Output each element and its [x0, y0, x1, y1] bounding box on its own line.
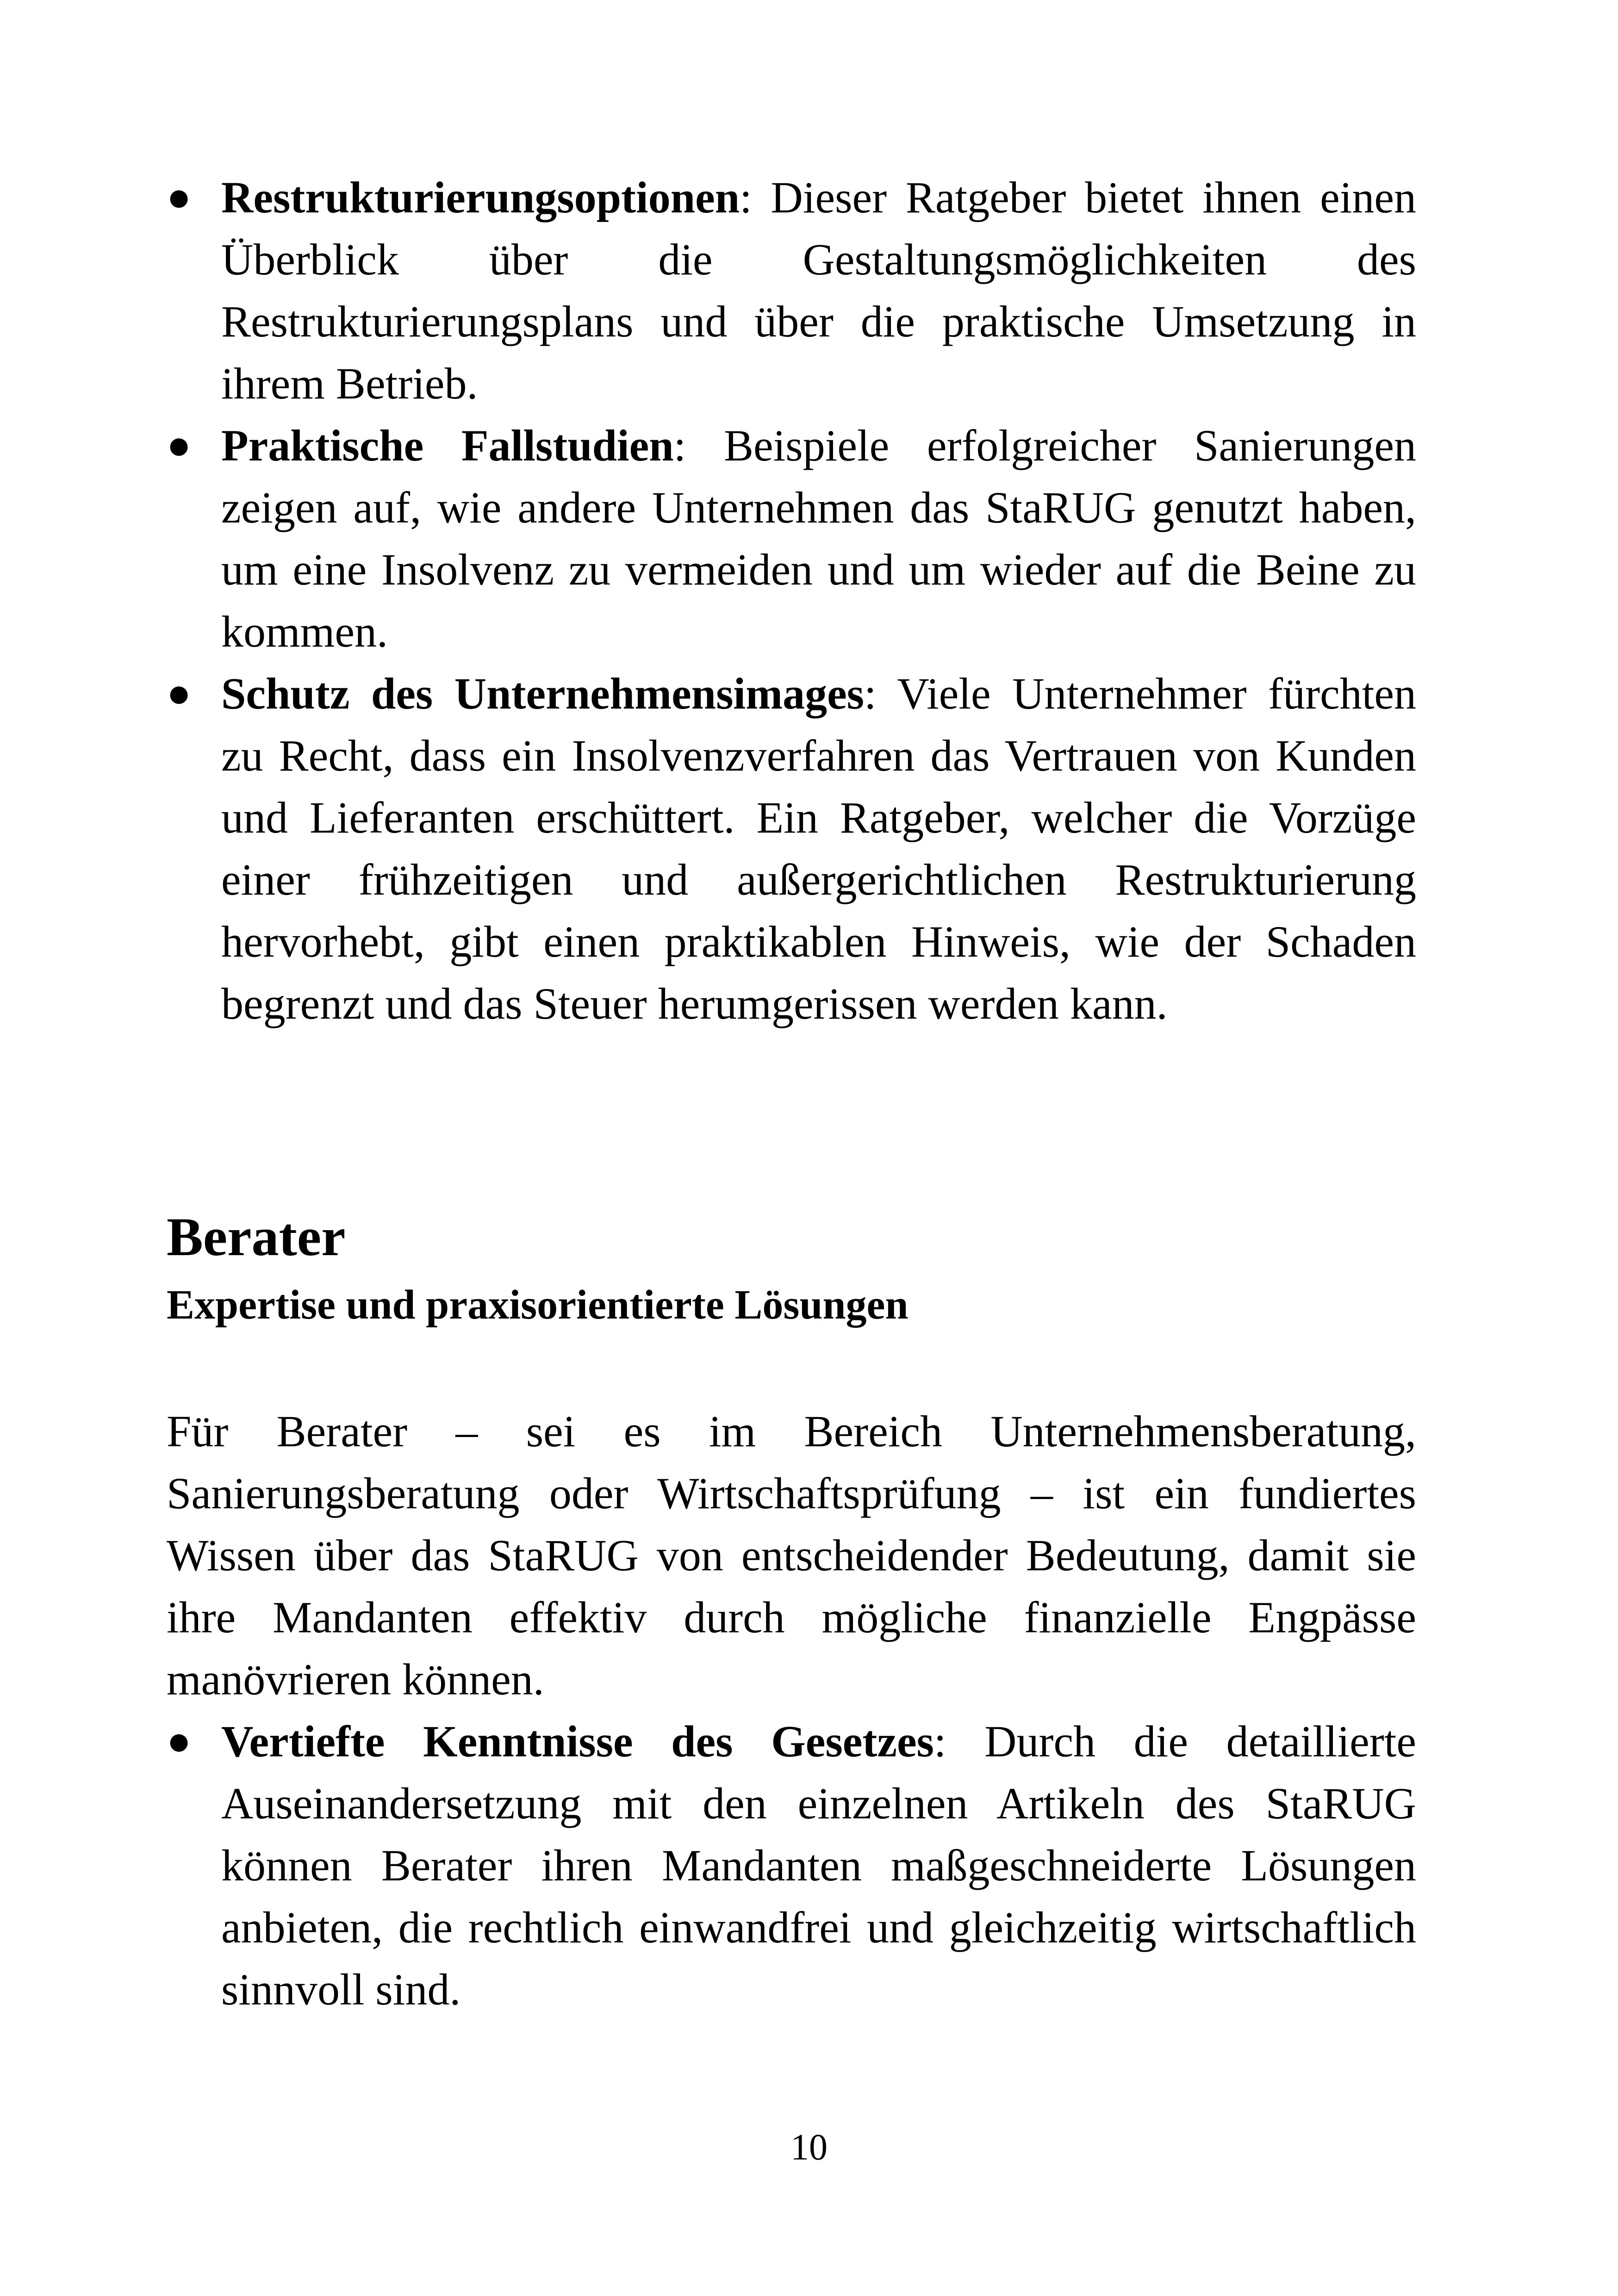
paragraph-spacer — [167, 1333, 1416, 1400]
list-item-text: : Viele Unternehmer fürchten zu Recht, dass ein Insolvenzverfahren das Vertrauen von Kunden und Lieferanten erschüttert. Ein Ratgeber, welcher die Vorzüge einer frühzeitigen und außergerichtlichen Restrukturierung hervorhebt, gibt einen praktikablen Hinweis, wie der Schaden begrenzt und das Steuer herumgerissen werden kann. — [221, 669, 1417, 1028]
list-item — [167, 415, 1416, 663]
list-item-term: Schutz des Unternehmensimages — [221, 669, 865, 718]
list-item-text: : Dieser Ratgeber bietet ihnen einen Überblick über die Gestaltungsmöglichkeiten des Restrukturierungsplans und über die praktische Umsetzung in ihrem Betrieb. — [221, 173, 1416, 408]
bullet-icon: ● — [167, 671, 192, 716]
list-item — [167, 1711, 1416, 2021]
bullet-icon: ● — [167, 423, 192, 468]
list-item — [167, 663, 1416, 1035]
list-item — [167, 167, 1416, 415]
bullet-icon: ● — [167, 1719, 192, 1764]
page-number: 10 — [790, 2127, 828, 2168]
page-content — [167, 167, 1416, 2021]
section-spacer — [167, 1035, 1416, 1205]
bullet-list-section — [167, 1711, 1416, 2021]
bullet-icon: ● — [167, 175, 192, 220]
list-item-term: Praktische Fallstudien — [221, 421, 674, 470]
section-subtitle: Expertise und praxisorientierte Lösungen — [167, 1282, 909, 1328]
list-item-term: Restrukturierungsoptionen — [221, 173, 740, 222]
list-item-text: : Beispiele erfolgreicher Sanierungen zeigen auf, wie andere Unternehmen das StaRUG genutzt haben, um eine Insolvenz zu vermeiden und um wieder auf die Beine zu kommen. — [221, 421, 1416, 656]
list-item-text: : Durch die detaillierte Auseinandersetzung mit den einzelnen Artikeln des StaRUG können Berater ihren Mandanten maßgeschneiderte Lösungen anbieten, die rechtlich einwandfrei und gleichzeitig wirtschaftlich sinnvoll sind. — [221, 1717, 1416, 2014]
section-intro-paragraph: Für Berater – sei es im Bereich Unternehmensberatung, Sanierungsberatung oder Wirtschaftsprüfung – ist ein fundiertes Wissen über das StaRUG von entscheidender Bedeutung, damit sie ihre Mandanten effektiv durch mögliche finanzielle Engpässe manövrieren können. — [167, 1406, 1416, 1704]
section-title: Berater — [167, 1207, 346, 1267]
bullet-list-top — [167, 167, 1416, 1035]
list-item-term: Vertiefte Kenntnisse des Gesetzes — [221, 1717, 934, 1766]
